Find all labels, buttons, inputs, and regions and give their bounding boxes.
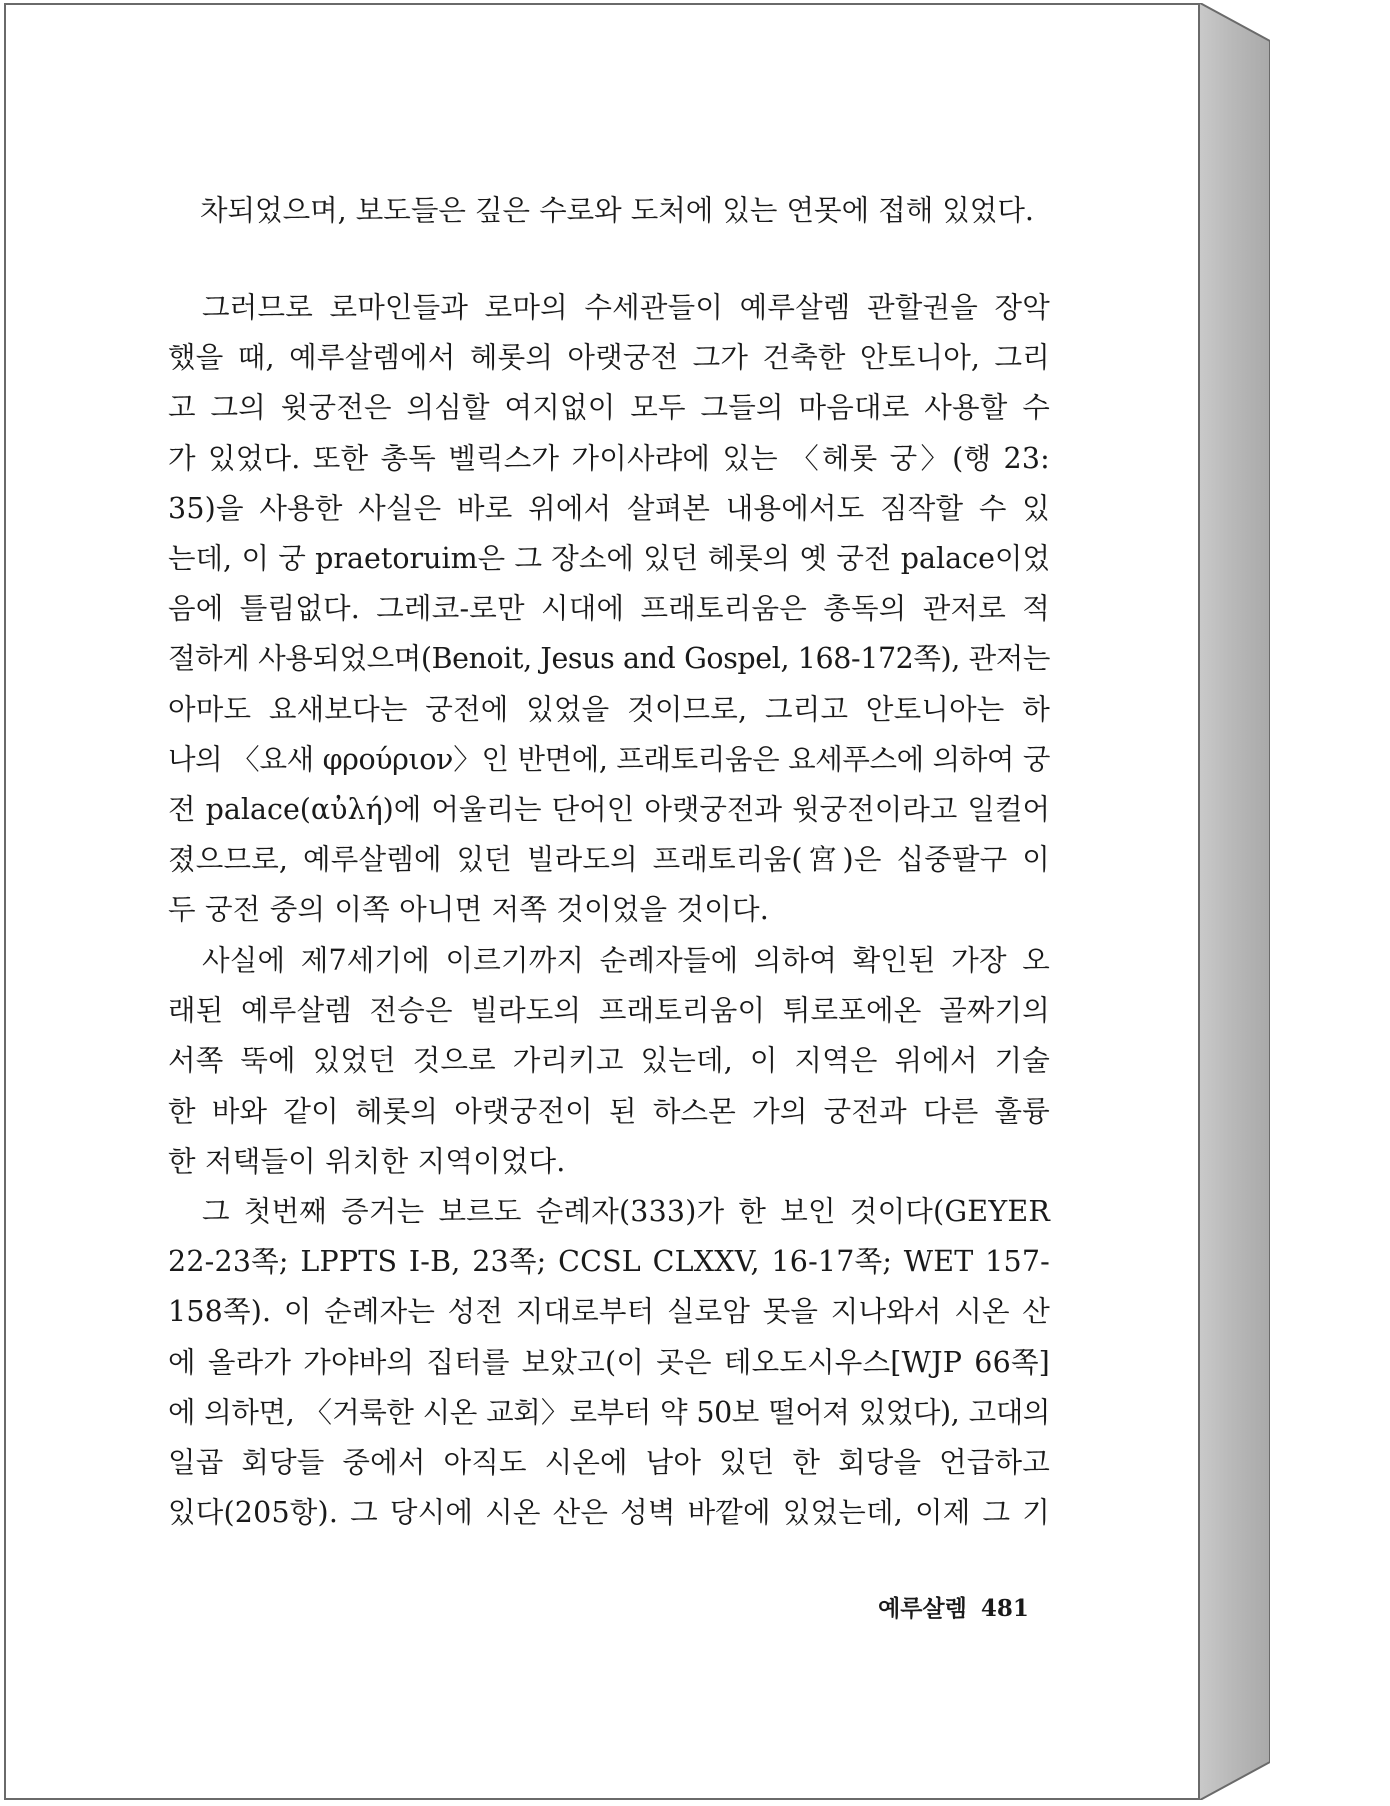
text-line: 그러므로 로마인들과 로마의 수세관들이 예루살렘 관할권을 장악 [202, 291, 1050, 324]
text-line: 그 첫번째 증거는 보르도 순례자(333)가 한 보인 것이다(GEYER [202, 1195, 1050, 1228]
text-line: 졌으므로, 예루살렘에 있던 빌라도의 프래토리움(宮)은 십중팔구 이 [168, 843, 1050, 877]
text-line: 158쪽). 이 순례자는 성전 지대로부터 실로암 못을 지나와서 시온 산 [168, 1295, 1050, 1329]
text-line: 아마도 요새보다는 궁전에 있었을 것이므로, 그리고 안토니아는 하 [168, 692, 1050, 726]
text-line: 했을 때, 예루살렘에서 헤롯의 아랫궁전 그가 건축한 안토니아, 그리 [168, 341, 1050, 375]
text-line: 가 있었다. 또한 총독 벨릭스가 가이사랴에 있는 〈헤롯 궁〉(행 23: [168, 441, 1050, 475]
page-edge-shadow [1200, 3, 1270, 1800]
text-line: 서쪽 뚝에 있었던 것으로 가리키고 있는데, 이 지역은 위에서 기술 [168, 1044, 1050, 1078]
text-line: 22-23쪽; LPPTS I-B, 23쪽; CCSL CLXXV, 16-17쪽; WET 157- [168, 1245, 1050, 1279]
text-line: 에 의하면, 〈거룩한 시온 교회〉로부터 약 50보 떨어져 있었다), 고대의 [168, 1395, 1050, 1429]
running-title: 예루살렘 [878, 1595, 967, 1622]
page-number: 481 [980, 1595, 1029, 1622]
text-line: 두 궁전 중의 이쪽 아니면 저쪽 것이었을 것이다. [168, 893, 769, 927]
page-footer [878, 1590, 1029, 1623]
text-line: 사실에 제7세기에 이르기까지 순례자들에 의하여 확인된 가장 오 [202, 944, 1050, 977]
continued-line: 차되었으며, 보도들은 깊은 수로와 도처에 있는 연못에 접해 있었다. [200, 194, 1034, 227]
paragraph-1 [168, 283, 1050, 936]
text-line: 일곱 회당들 중에서 아직도 시온에 남아 있던 한 회당을 언급하고 [168, 1446, 1050, 1480]
text-line: 한 저택들이 위치한 지역이었다. [168, 1144, 566, 1178]
text-line: 있다(205항). 그 당시에 시온 산은 성벽 바깥에 있었는데, 이제 그 기 [168, 1496, 1050, 1530]
text-line: 35)을 사용한 사실은 바로 위에서 살펴본 내용에서도 짐작할 수 있 [168, 491, 1050, 525]
text-line: 는데, 이 궁 praetoruim은 그 장소에 있던 헤롯의 옛 궁전 palace이었 [168, 542, 1050, 576]
text-line: 나의 〈요새 φρούριον〉인 반면에, 프래토리움은 요세푸스에 의하여 궁 [168, 742, 1050, 776]
text-line: 한 바와 같이 헤롯의 아랫궁전이 된 하스몬 가의 궁전과 다른 훌륭 [168, 1094, 1050, 1128]
text-line: 래된 예루살렘 전승은 빌라도의 프래토리움이 튀로포에온 골짜기의 [168, 994, 1050, 1028]
paragraph-2 [168, 936, 1050, 1187]
text-line: 전 palace(αὐλή)에 어울리는 단어인 아랫궁전과 윗궁전이라고 일컬어 [168, 793, 1050, 827]
text-line: 절하게 사용되었으며(Benoit, Jesus and Gospel, 168-172쪽), 관저는 [168, 642, 1050, 676]
text-line: 음에 틀림없다. 그레코-로만 시대에 프래토리움은 총독의 관저로 적 [168, 592, 1050, 626]
text-line: 에 올라가 가야바의 집터를 보았고(이 곳은 테오도시우스[WJP 66쪽] [168, 1345, 1050, 1379]
paragraph-3 [168, 1187, 1050, 1538]
text-line: 고 그의 윗궁전은 의심할 여지없이 모두 그들의 마음대로 사용할 수 [168, 391, 1050, 425]
